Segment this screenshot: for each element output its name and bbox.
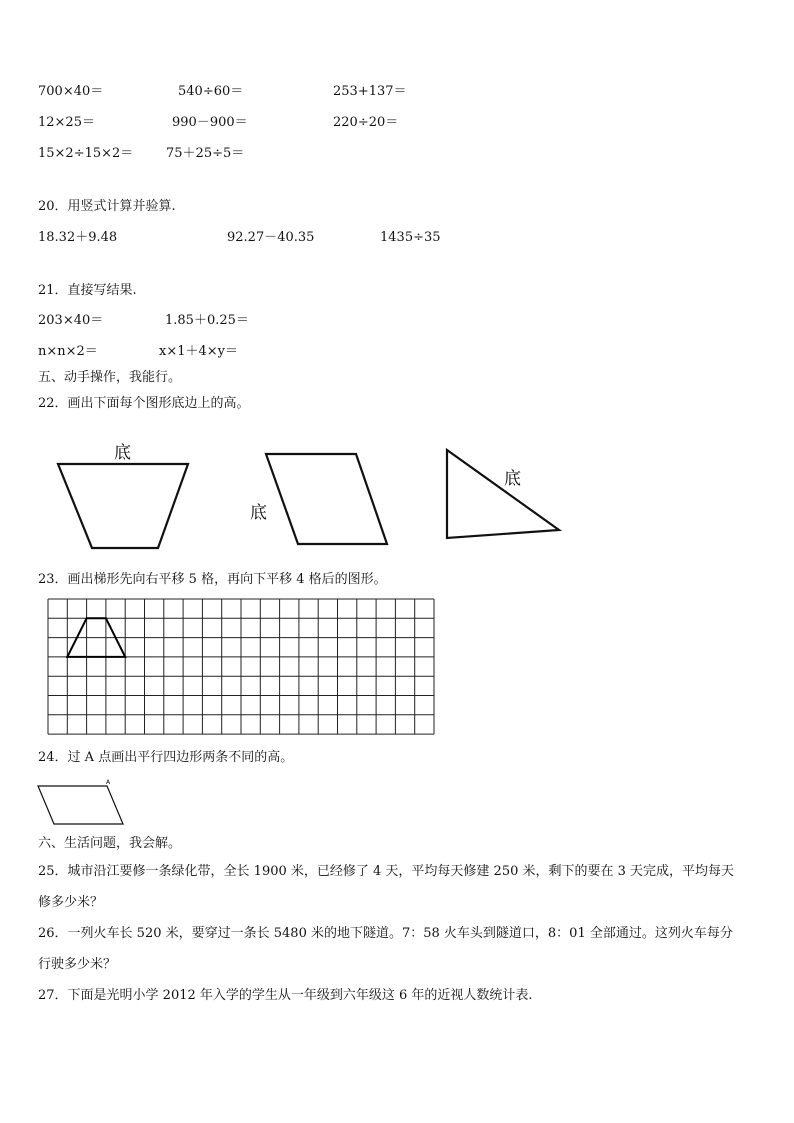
q20-item-2: 92.27－40.35 bbox=[227, 230, 315, 245]
trapezoid-shape bbox=[58, 464, 188, 548]
calc-1-3: 253+137＝ bbox=[333, 84, 407, 99]
q21-item-1: 203×40＝ bbox=[38, 313, 104, 328]
q21-title: 21．直接写结果. bbox=[38, 283, 137, 298]
q26-line-2: 行驶多少米？ bbox=[38, 957, 117, 972]
q20-item-1: 18.32＋9.48 bbox=[38, 230, 118, 245]
q22-title: 22．画出下面每个图形底边上的高。 bbox=[38, 396, 250, 411]
parallelogram-shape bbox=[266, 454, 387, 544]
section-5-heading: 五、动手操作，我能行。 bbox=[38, 370, 182, 385]
q23-title: 23．画出梯形先向右平移 5 格，再向下平移 4 格后的图形。 bbox=[38, 572, 387, 587]
q25-line-1: 25．城市沿江要修一条绿化带，全长 1900 米，已经修了 4 天，平均每天修建 250 米，剩下的要在 3 天完成，平均每天 bbox=[38, 864, 735, 879]
triangle-shape bbox=[447, 450, 559, 538]
section-6-heading: 六、生活问题，我会解。 bbox=[38, 836, 182, 851]
q21-item-4: x×1＋4×y＝ bbox=[159, 344, 239, 359]
q27-title: 27．下面是光明小学 2012 年入学的学生从一年级到六年级这 6 年的近视人数统计表. bbox=[38, 988, 533, 1003]
q21-item-3: n×n×2＝ bbox=[38, 344, 98, 359]
calc-1-2: 540÷60＝ bbox=[178, 84, 244, 99]
parallelogram-base-label: 底 bbox=[250, 503, 267, 523]
calc-1-1: 700×40＝ bbox=[38, 84, 104, 99]
q21-item-2: 1.85＋0.25＝ bbox=[165, 313, 249, 328]
q25-line-2: 修多少米？ bbox=[38, 895, 104, 910]
q24-title: 24．过 A 点画出平行四边形两条不同的高。 bbox=[38, 750, 294, 765]
q24-figure bbox=[36, 780, 136, 830]
calc-2-3: 220÷20＝ bbox=[333, 115, 399, 130]
calc-3-2: 75＋25÷5＝ bbox=[166, 146, 245, 161]
q20-item-3: 1435÷35 bbox=[380, 230, 441, 245]
calc-2-1: 12×25＝ bbox=[38, 115, 95, 130]
calc-3-1: 15×2÷15×2＝ bbox=[38, 146, 134, 161]
q24-parallelogram bbox=[38, 786, 123, 824]
q26-line-1: 26．一列火车长 520 米，要穿过一条长 5480 米的地下隧道。7：58 火车头到隧道口，8：01 全部通过。这列火车每分 bbox=[38, 926, 733, 941]
q22-figures bbox=[40, 430, 580, 560]
point-a-label: A bbox=[106, 779, 111, 786]
triangle-base-label: 底 bbox=[504, 469, 521, 489]
calc-2-2: 990－900＝ bbox=[172, 115, 248, 130]
q23-grid bbox=[47, 598, 435, 736]
q20-title: 20．用竖式计算并验算. bbox=[38, 199, 176, 214]
trapezoid-base-label: 底 bbox=[114, 443, 131, 463]
